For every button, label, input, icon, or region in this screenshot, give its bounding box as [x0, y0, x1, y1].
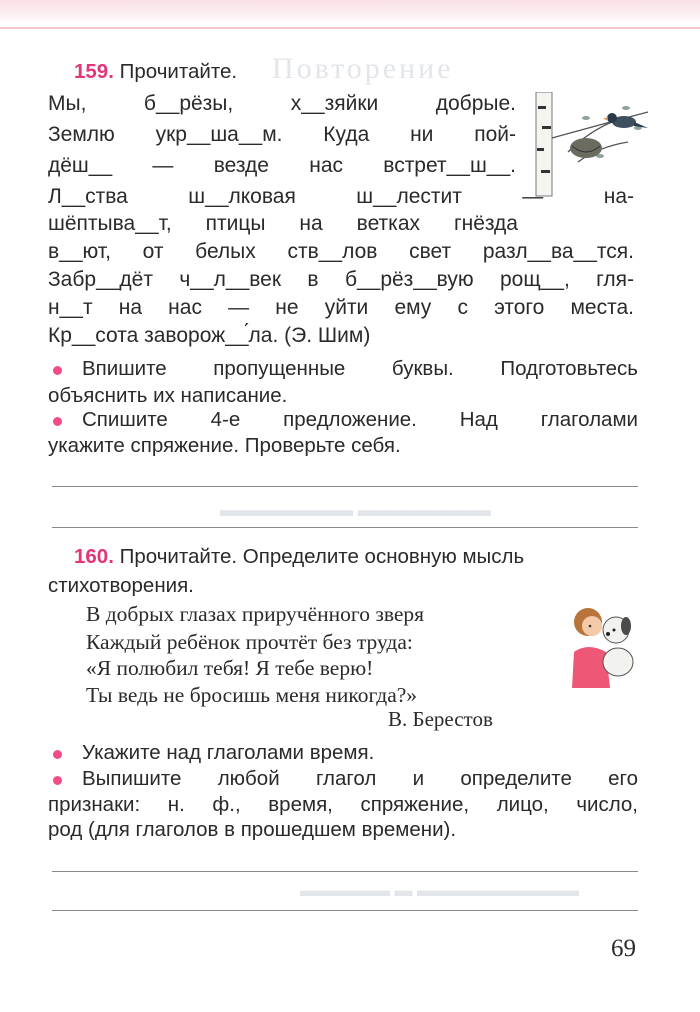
text-line: в__ют, от белых ств__лов свет разл__ва__тся. [48, 240, 634, 263]
exercise-159-heading [74, 60, 237, 84]
show-through-text: ▬▬▬▬▬▬▬ ▬▬▬▬▬▬▬ [220, 500, 491, 521]
writing-line [52, 486, 638, 487]
task-line: род (для глаголов в прошедшем времени). [48, 818, 457, 841]
child-with-puppy-illustration [568, 600, 640, 690]
task-line: объяснить их написание. [48, 384, 288, 407]
exercise-160-heading [74, 545, 524, 569]
text-line: Забр__дёт ч__л__век в б__рёз__вую рощ__, гля- [48, 268, 634, 291]
exercise-title: Прочитайте. [119, 60, 238, 83]
show-through-text: Повторение [272, 52, 454, 85]
task-line: Выпишите любой глагол и определите его [82, 767, 638, 790]
poem-line: «Я полюбил тебя! Я тебе верю! [86, 656, 374, 680]
text-line: дёш__ — везде нас встрет__ш__. [48, 154, 516, 177]
bullet-icon [53, 750, 62, 759]
poem-line: Ты ведь не бросишь меня никогда?» [86, 683, 418, 707]
text-line: Л__ства ш__лковая ш__лестит — на- [48, 185, 634, 208]
task-line: Впишите пропущенные буквы. Подготовьтесь [82, 357, 638, 380]
bird-icon [603, 113, 648, 128]
task-line: Спишите 4-е предложение. Над глаголами [82, 408, 638, 431]
top-divider [0, 27, 700, 29]
writing-line [52, 871, 638, 872]
task-line: укажите спряжение. Проверьте себя. [48, 434, 401, 457]
exercise-number: 159. [74, 60, 114, 83]
bullet-icon [53, 417, 62, 426]
bullet-icon [53, 776, 62, 785]
task-line: признаки: н. ф., время, спряжение, лицо, число, [48, 793, 638, 816]
page-number: 69 [611, 935, 636, 962]
exercise-number: 160. [74, 545, 114, 568]
text-line: Землю укр__ша__м. Куда ни пой- [48, 123, 516, 146]
birch-bird-illustration [528, 92, 660, 198]
text-line: шёптыва__т, птицы на ветках гнёзда [48, 212, 518, 235]
poem-author: В. Берестов [388, 707, 493, 731]
poem-line: Каждый ребёнок прочтёт без труда: [86, 630, 413, 654]
nest-icon [570, 138, 602, 158]
task-line: Укажите над глаголами время. [82, 741, 375, 764]
bullet-icon [53, 366, 62, 375]
text-line: н__т на нас — не уйти ему с этого места. [48, 296, 634, 319]
text-line: Мы, б__рёзы, х__зяйки добрые. [48, 92, 516, 115]
text-line: Кр__сота заворож__́ла. (Э. Шим) [48, 324, 371, 347]
top-band [0, 0, 700, 24]
child-icon [572, 608, 610, 688]
exercise-title: Прочитайте. Определите основную мысль [119, 545, 525, 568]
exercise-title-cont: стихотворения. [48, 574, 194, 597]
birch-trunk-icon [536, 92, 552, 196]
writing-line [52, 910, 638, 911]
poem-line: В добрых глазах приручённого зверя [86, 602, 425, 626]
puppy-icon [603, 617, 633, 676]
show-through-text: ▬▬▬▬▬ ▬ ▬▬▬▬▬▬▬▬▬ [300, 880, 579, 900]
writing-line [52, 527, 638, 528]
